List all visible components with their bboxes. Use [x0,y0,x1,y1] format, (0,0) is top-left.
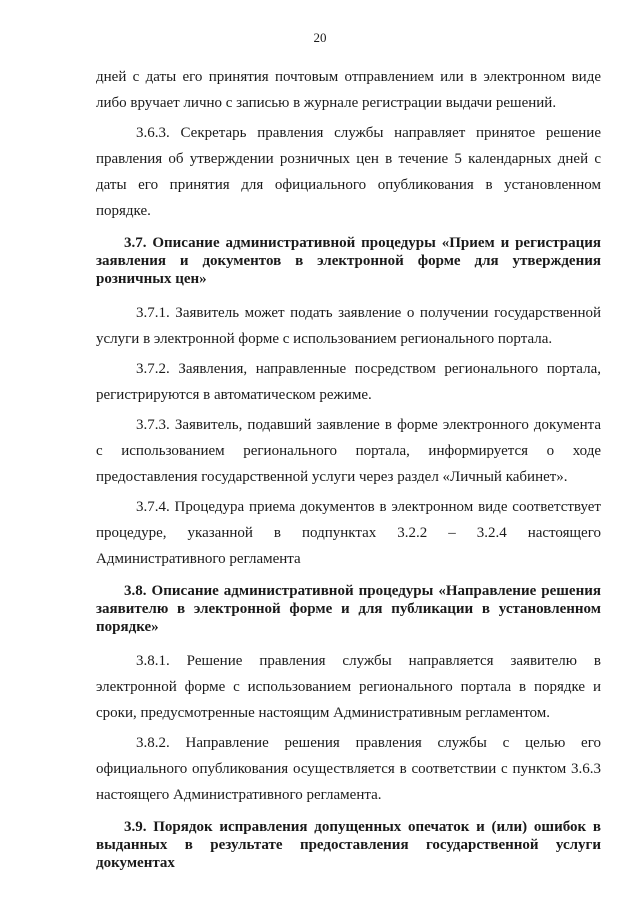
paragraph-3-7-1: 3.7.1. Заявитель может подать заявление о получении государственной услуги в электронной форме с использованием регионального портала. [96,305,601,347]
paragraph-3-7-3: 3.7.3. Заявитель, подавший заявление в форме электронного документа с использованием регионального портала, информируется о ходе предоставления государственной услуги через раздел «Личный кабинет». [96,417,601,485]
heading-3-8: 3.8. Описание административной процедуры «Направление решения заявителю в электронной форме и для публикации в установленном порядке» [96,583,601,635]
page-number: 20 [313,30,327,45]
paragraph-continuation: дней с даты его принятия почтовым отправлением или в электронном виде либо вручает лично с записью в журнале регистрации выдачи решений. [96,69,601,111]
document-body [96,64,601,884]
paragraph-3-7-2: 3.7.2. Заявления, направленные посредством регионального портала, регистрируются в автоматическом режиме. [96,361,601,403]
paragraph-3-8-2: 3.8.2. Направление решения правления службы с целью его официального опубликования осуществляется в соответствии с пунктом 3.6.3 настоящего Административного регламента. [96,735,601,803]
heading-3-7: 3.7. Описание административной процедуры «Прием и регистрация заявления и документов в электронной форме для утверждения розничных цен» [96,235,601,287]
paragraph-3-8-1: 3.8.1. Решение правления службы направляется заявителю в электронной форме с использованием регионального портала в порядке и сроки, предусмотренные настоящим Административным регламентом. [96,653,601,721]
paragraph-3-6-3: 3.6.3. Секретарь правления службы направляет принятое решение правления об утверждении розничных цен в течение 5 календарных дней с даты его принятия для официального опубликования в установленном порядке. [96,125,601,219]
paragraph-3-7-4: 3.7.4. Процедура приема документов в электронном виде соответствует процедуре, указанной в подпунктах 3.2.2 – 3.2.4 настоящего Административного регламента [96,499,601,567]
heading-3-9: 3.9. Порядок исправления допущенных опечаток и (или) ошибок в выданных в результате предоставления государственной услуги документах [96,819,601,871]
